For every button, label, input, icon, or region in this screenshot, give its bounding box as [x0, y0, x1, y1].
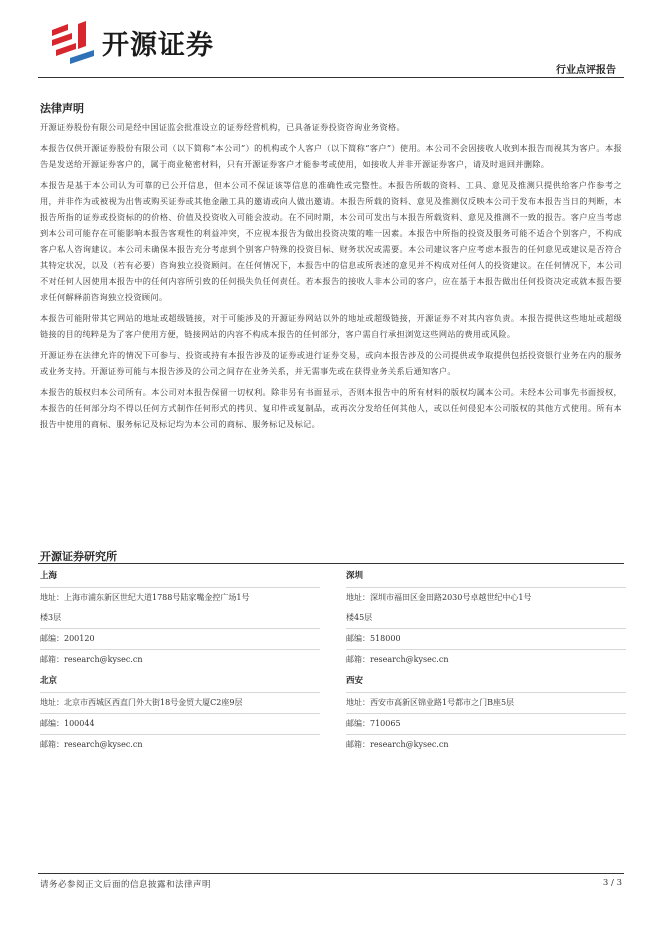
office-postcode: 邮编：710065 — [346, 719, 401, 728]
legal-section-title: 法律声明 — [40, 102, 84, 115]
office-address: 地址：西安市高新区锦业路1号都市之门B座5层 — [346, 698, 515, 707]
office-shenzhen — [346, 569, 626, 670]
office-postcode: 邮编：518000 — [346, 634, 401, 643]
footer-divider — [38, 873, 624, 874]
office-shanghai — [40, 569, 320, 670]
legal-paragraph: 本报告仅供开源证券股份有限公司（以下简称“本公司”）的机构或个人客户（以下简称“客户”）使用。本公司不会因接收人收到本报告而视其为客户。本报告是发送给开源证券客户的，属于商业秘密材料，只有开源证券客户才能参考或使用，如接收人并非开源证券客户，请及时退回并删除。 — [40, 143, 622, 169]
legal-paragraph: 开源证券在法律允许的情况下可参与、投资或持有本报告涉及的证券或进行证券交易，或向本报告涉及的公司提供或争取提供包括投资银行业务在内的服务或业务支持。开源证券可能与本报告涉及的公司之间存在业务关系，并无需事先或在获得业务关系后通知客户。 — [40, 350, 622, 376]
legal-paragraph: 本报告的版权归本公司所有。本公司对本报告保留一切权利。除非另有书面显示，否则本报告中的所有材料的版权均属本公司。未经本公司事先书面授权，本报告的任何部分均不得以任何方式制作任何形式的拷贝、复印件或复制品，或再次分发给任何其他人，或以任何侵犯本公司版权的其他方式使用。所有本报告中使用的商标、服务标记及标记均为本公司的商标、服务标记及标记。 — [40, 387, 622, 429]
office-postcode: 邮编：100044 — [40, 719, 95, 728]
legal-paragraph: 本报告是基于本公司认为可靠的已公开信息，但本公司不保证该等信息的准确性或完整性。本报告所载的资料、工具、意见及推测只提供给客户作参考之用，并非作为或被视为出售或购买证券或其他金融工具的邀请或向人做出邀请。本报告所载的资料、意见及推测仅反映本公司于发布本报告当日的判断，本报告所指的证券或投资标的的价格、价值及投资收入可能会波动。在不同时期，本公司可发出与本报告所载资料、意见及推测不一致的报告。客户应当考虑到本公司可能存在可能影响本报告客观性的利益冲突，不应视本报告为做出投资决策的唯一因素。本报告中所指的投资及服务可能不适合个别客户，不构成客户私人咨询建议。本公司未确保本报告充分考虑到个别客户特殊的投资目标、财务状况或需要。本公司建议客户应考虑本报告的任何意见或建议是否符合其特定状况，以及（若有必要）咨询独立投资顾问。在任何情况下，本报告中的信息或所表述的意见并不构成对任何人的投资建议。在任何情况下，本公司不对任何人因使用本报告中的任何内容所引致的任何损失负任何责任。若本报告的接收人非本公司的客户，应在基于本报告做出任何投资决定或就本报告要求任何解释前咨询独立投资顾问。 — [40, 180, 622, 302]
office-email: 邮箱：research@kysec.cn — [346, 655, 449, 664]
office-email: 邮箱：research@kysec.cn — [346, 740, 449, 749]
page-number: 3 / 3 — [602, 878, 622, 888]
document-type-label: 行业点评报告 — [556, 65, 616, 76]
office-address-cont: 楼45层 — [346, 613, 373, 622]
office-city: 北京 — [40, 676, 58, 686]
office-address: 地址：北京市西城区西直门外大街18号金贸大厦C2座9层 — [40, 698, 243, 707]
institute-section-title: 开源证券研究所 — [40, 550, 117, 563]
kaiyuan-logo-icon — [50, 20, 96, 64]
office-email: 邮箱：research@kysec.cn — [40, 655, 143, 664]
legal-statement-body — [40, 119, 622, 437]
company-logo — [50, 20, 214, 64]
office-city: 上海 — [40, 571, 58, 581]
office-city: 深圳 — [346, 571, 364, 581]
office-email: 邮箱：research@kysec.cn — [40, 740, 143, 749]
legal-paragraph: 开源证券股份有限公司是经中国证监会批准设立的证券经营机构，已具备证券投资咨询业务资格。 — [40, 122, 405, 132]
legal-paragraph: 本报告可能附带其它网站的地址或超级链接，对于可能涉及的开源证券网站以外的地址或超级链接，开源证券不对其内容负责。本报告提供这些地址或超级链接的目的纯粹是为了客户使用方便，链接网站的内容不构成本报告的任何部分，客户需自行承担浏览这些网站的费用或风险。 — [40, 313, 622, 339]
brand-name: 开源证券 — [102, 29, 214, 61]
footer-disclaimer: 请务必参阅正文后面的信息披露和法律声明 — [40, 880, 212, 890]
office-beijing — [40, 674, 320, 755]
office-postcode: 邮编：200120 — [40, 634, 95, 643]
office-city: 西安 — [346, 676, 364, 686]
office-address-cont: 楼3层 — [40, 613, 62, 622]
office-address: 地址：深圳市福田区金田路2030号卓越世纪中心1号 — [346, 593, 532, 602]
header-divider — [38, 77, 624, 78]
office-xian — [346, 674, 626, 755]
office-address: 地址：上海市浦东新区世纪大道1788号陆家嘴金控广场1号 — [40, 593, 250, 602]
institute-divider — [38, 563, 624, 564]
